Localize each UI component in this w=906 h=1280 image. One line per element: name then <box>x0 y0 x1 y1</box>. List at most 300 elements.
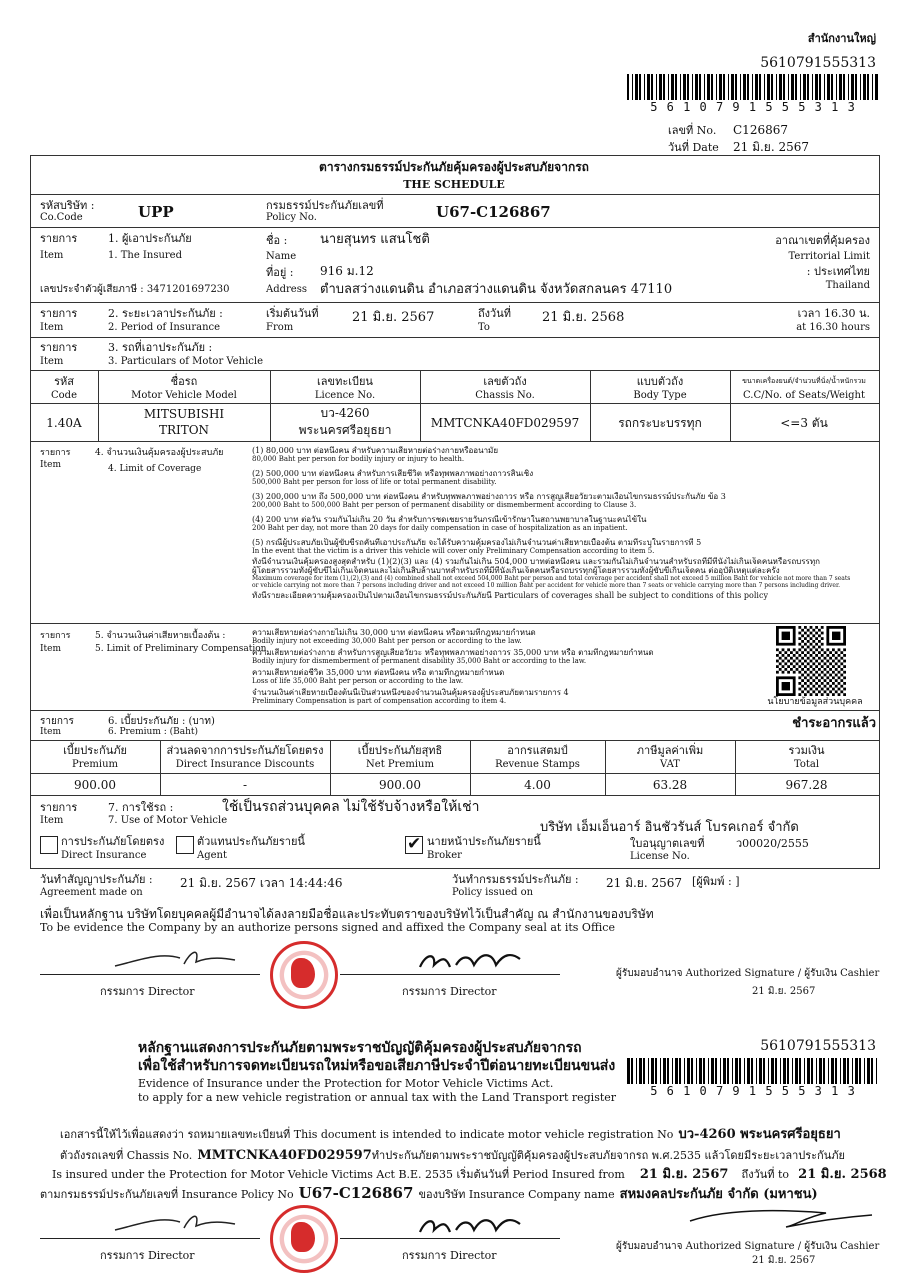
vh-capacity-th: ขนาดเครื่องยนต์/จำนวนที่นั่ง/น้ำหนักรวม <box>742 377 866 385</box>
evidence-line-4-text-b: ของบริษัท Insurance Company name <box>418 1188 615 1201</box>
address-label-th: ที่อยู่ : <box>266 266 294 279</box>
barcode-bar <box>775 1058 777 1084</box>
barcode-bar <box>872 74 873 100</box>
total-value: 967.28 <box>785 778 828 792</box>
barcode-bar <box>684 1058 685 1084</box>
policy-number-top: 5610791555313 <box>760 55 876 71</box>
vehicle-label-en: 3. Particulars of Motor Vehicle <box>108 356 263 367</box>
co-code-label-en: Co.Code <box>40 212 83 223</box>
schedule-title-th: ตารางกรมธรรม์ประกันภัยคุ้มครองผู้ประสบภัยจากรถ <box>319 160 589 174</box>
coverage-line: 200 Baht per day, not more than 20 days for daily compensation in case of hospitalization as an inpatient. <box>252 524 628 532</box>
barcode-bar <box>699 1058 702 1084</box>
territory-value-en: Thailand <box>825 280 870 291</box>
broker-company: บริษัท เอ็มเอ็นอาร์ อินชัวรันส์ โบรคเกอร์ จำกัด <box>540 820 799 835</box>
barcode-bar <box>659 74 662 100</box>
preliminary-line: Loss of life 35,000 Baht per person or according to the law. <box>252 677 464 685</box>
barcode-bar <box>799 1058 801 1084</box>
license-label-th: ใบอนุญาตเลขที่ <box>630 837 705 850</box>
barcode-bar <box>735 74 737 100</box>
period-to-label-en: To <box>478 322 490 333</box>
evidence-text-th: เพื่อเป็นหลักฐาน บริษัทโดยบุคคลผู้มีอำนาจได้ลงลายมือชื่อและประทับตราของบริษัทไว้เป็นสำคัญ ณ สำนักงานของบริษัท <box>40 907 654 921</box>
barcode-bar <box>636 1058 637 1084</box>
premium-value: 900.00 <box>74 778 116 792</box>
vh-licence-th: เลขทะเบียน <box>317 375 373 388</box>
barcode-bar <box>711 1058 714 1084</box>
period-label-th: 2. ระยะเวลาประกันภัย : <box>108 307 223 320</box>
ph-vat-th: ภาษีมูลค่าเพิ่ม <box>636 744 704 757</box>
premium-label-en: 6. Premium : (Baht) <box>108 727 199 737</box>
barcode-bar <box>755 74 758 100</box>
barcode-bar <box>675 1058 678 1084</box>
coverage-line: 80,000 Baht per person for bodily injury or injury to health. <box>252 455 465 463</box>
issued-label-en: Policy issued on <box>452 887 534 898</box>
barcode-bar <box>715 1058 717 1084</box>
evidence-line-3-text: Is insured under the Protection for Motor Vehicle Victims Act B.E. 2535 เริ่มต้นวันที่ Period Insured from <box>52 1168 625 1181</box>
barcode-bar <box>663 74 665 100</box>
head-office-label: สำนักงานใหญ่ <box>807 32 876 45</box>
evidence-to: 21 มิ.ย. 2568 <box>798 1167 887 1182</box>
barcode-bar <box>687 1058 690 1084</box>
barcode-bar <box>747 74 749 100</box>
qr-caption: นโยบายข้อมูลส่วนบุคคล <box>767 697 863 707</box>
license-label-en: License No. <box>630 851 690 862</box>
barcode-bar <box>719 74 722 100</box>
barcode-bar <box>795 1058 798 1084</box>
evidence-from: 21 มิ.ย. 2567 <box>639 1167 729 1182</box>
use-label-en: 7. Use of Motor Vehicle <box>108 815 228 826</box>
coverage-line: (1) 80,000 บาท ต่อหนึ่งคน สำหรับความเสียหายต่อร่างกายหรืออนามัย <box>252 446 499 455</box>
item-label-th: รายการ <box>40 232 78 245</box>
ph-premium-en: Premium <box>71 759 119 770</box>
barcode-bar <box>699 74 701 100</box>
barcode-bar <box>660 1058 661 1084</box>
ph-total-en: Total <box>793 759 820 770</box>
barcode-bar <box>792 1058 793 1084</box>
vehicle-licence-line-1: บว-4260 <box>320 406 370 420</box>
barcode-bar <box>771 1058 774 1084</box>
agreement-label-en: Agreement made on <box>40 887 143 898</box>
stamps-value: 4.00 <box>524 778 551 792</box>
barcode-bar <box>708 1058 709 1084</box>
vehicle-model-line-2: TRITON <box>158 423 210 437</box>
doc-no-value: C126867 <box>733 123 788 137</box>
premium-label-th: 6. เบี้ยประกันภัย : (บาท) <box>108 716 215 727</box>
coverage-line: ทั้งนี้จำนวนเงินคุ้มครองสูงสุดสำหรับ (1)(2)(3) และ (4) รวมกันไม่เกิน 504,000 บาทต่อหนึ่งคน และรวมกันไม่เกินจำนวนสำหรับรถที่มีที่นั่งไม่เกินเจ็ดคนหรือรถบรรทุก <box>252 557 820 566</box>
evidence-number: 5610791555313 <box>760 1038 876 1054</box>
item-label-th: รายการ <box>40 801 78 814</box>
barcode-bar <box>655 1058 657 1084</box>
barcode-bar <box>831 74 833 100</box>
doc-date-value: 21 มิ.ย. 2567 <box>733 140 810 154</box>
barcode-bar <box>768 1058 769 1084</box>
company-seal-icon <box>270 1205 338 1273</box>
ph-net-th: เบี้ยประกันภัยสุทธิ <box>357 744 443 757</box>
issued-value: 21 มิ.ย. 2567 <box>606 876 683 890</box>
barcode-bar <box>824 74 825 100</box>
coverage-label-en: 4. Limit of Coverage <box>108 464 202 474</box>
address-label-en: Address <box>266 284 307 295</box>
evidence-director-label-1: กรรมการ Director <box>100 1249 195 1262</box>
direct-insurance-checkbox[interactable] <box>40 836 58 854</box>
barcode-bar <box>668 74 669 100</box>
preliminary-line: ความเสียหายต่อชีวิต 35,000 บาท ต่อหนึ่งคน หรือ ตามที่กฎหมายกำหนด <box>252 668 505 677</box>
coverage-line: 500,000 Baht per person for loss of life or total permanent disability. <box>252 478 497 486</box>
tax-id: เลขประจำตัวผู้เสียภาษี : 3471201697230 <box>40 284 230 295</box>
evidence-title-en-2: to apply for a new vehicle registration or annual tax with the Land Transport register <box>138 1091 617 1104</box>
vh-capacity-en: C.C/No. of Seats/Weight <box>742 390 866 401</box>
barcode-bar <box>852 1058 853 1084</box>
barcode-bar <box>656 74 657 100</box>
barcode-bar <box>791 74 794 100</box>
broker-label-en: Broker <box>427 850 462 861</box>
agent-checkbox[interactable] <box>176 836 194 854</box>
item-label-th: รายการ <box>40 631 71 641</box>
item-label-en: Item <box>40 815 64 826</box>
ph-net-en: Net Premium <box>366 759 434 770</box>
barcode-bar <box>695 74 698 100</box>
item-label-th: รายการ <box>40 307 78 320</box>
barcode-bar <box>859 1058 861 1084</box>
barcode-bar <box>767 74 770 100</box>
vh-model-en: Motor Vehicle Model <box>131 390 237 401</box>
barcode-bar <box>635 74 638 100</box>
barcode-digits-bottom: 5 6 1 0 7 9 1 5 5 5 3 1 3 <box>650 1084 856 1098</box>
vehicle-label-th: 3. รถที่เอาประกันภัย : <box>108 341 213 354</box>
vehicle-licence-line-2: พระนครศรีอยุธยา <box>298 423 392 437</box>
preliminary-label-en: 5. Limit of Preliminary Compensation <box>95 644 267 654</box>
director-signature-4 <box>416 1208 526 1240</box>
barcode-bar <box>759 1058 762 1084</box>
barcode-bar <box>807 1058 810 1084</box>
coverage-label-th: 4. จำนวนเงินคุ้มครองผู้ประสบภัย <box>95 448 224 458</box>
item-label-th: รายการ <box>40 341 78 354</box>
insured-name: นายสุนทร แสนโชติ <box>320 232 430 247</box>
barcode-bar <box>800 74 801 100</box>
ph-vat-en: VAT <box>660 759 680 770</box>
authorized-date: 21 มิ.ย. 2567 <box>752 986 816 997</box>
barcode-bar <box>804 1058 805 1084</box>
evidence-line-3 <box>52 1163 887 1182</box>
address-line-1: 916 ม.12 <box>320 264 374 278</box>
period-from-value: 21 มิ.ย. 2567 <box>352 310 435 325</box>
barcode-bar <box>851 74 854 100</box>
discount-value: - <box>242 778 248 792</box>
broker-checkbox[interactable] <box>405 836 423 854</box>
barcode-bar <box>740 74 741 100</box>
barcode-bar <box>759 74 761 100</box>
address-line-2: ตำบลสว่างแดนดิน อำเภอสว่างแดนดิน จังหวัดสกลนคร 47110 <box>320 282 673 297</box>
coverage-text <box>252 446 874 600</box>
barcode-bar <box>751 1058 753 1084</box>
barcode-bar <box>631 1058 633 1084</box>
barcode-bar <box>752 74 753 100</box>
item-label-en: Item <box>40 322 64 333</box>
barcode-bar <box>747 1058 750 1084</box>
schedule-title-en: THE SCHEDULE <box>403 178 505 191</box>
vh-chassis-en: Chassis No. <box>475 390 535 401</box>
barcode-bar <box>663 1058 666 1084</box>
vh-model-th: ชื่อรถ <box>170 375 198 388</box>
coverage-line: (3) 200,000 บาท ถึง 500,000 บาท ต่อหนึ่งคน สำหรับทุพพลภาพอย่างถาวร หรือ การสูญเสียอวัยวะตามเงื่อนไขกรมธรรม์ประกันภัย ข้อ 3 <box>252 492 726 501</box>
vh-body-th: แบบตัวถัง <box>636 375 684 388</box>
period-from-label-en: From <box>266 322 294 333</box>
coverage-line: In the event that the victim is a driver this vehicle will cover only Preliminary Compensation according to item 5. <box>252 547 655 555</box>
barcode-bar <box>643 1058 645 1084</box>
director-label-1: กรรมการ Director <box>100 985 195 998</box>
barcode-bar <box>843 1058 846 1084</box>
barcode-bar <box>780 1058 781 1084</box>
barcode-bar <box>739 1058 741 1084</box>
ph-premium-th: เบี้ยประกันภัย <box>63 744 127 757</box>
barcode-bar <box>704 74 705 100</box>
printer-label: [ผู้พิมพ์ : ] <box>692 875 740 888</box>
vehicle-model-line-1: MITSUBISHI <box>143 407 225 421</box>
barcode-bar <box>735 1058 738 1084</box>
policy-number: U67-C126867 <box>436 203 551 221</box>
barcode-bar <box>696 1058 697 1084</box>
evidence-registration: บว-4260 พระนครศรีอยุธยา <box>678 1127 841 1142</box>
director-signature-3 <box>110 1208 240 1238</box>
barcode-bar <box>627 1058 630 1084</box>
barcode-bar <box>860 74 861 100</box>
direct-insurance-label-en: Direct Insurance <box>61 850 147 861</box>
coverage-line: ผู้โดยสารรวมทั้งผู้ขับขี่ไม่เกินเจ็ดคนและไม่เกินสิบล้านบาทสำหรับรถที่มีที่นั่งเกินเจ็ดคนหรือรถบรรทุกผู้โดยสารรวมทั้งผู้ขับขี่เกินเจ็ดคน ต่ออุบัติเหตุแต่ละครั้ง <box>252 566 780 575</box>
evidence-authorized-label: ผู้รับมอบอำนาจ Authorized Signature / ผู้รับเงิน Cashier <box>616 1241 880 1252</box>
qr-code-icon[interactable] <box>776 626 846 696</box>
barcode-bar <box>823 1058 825 1084</box>
barcode-bar <box>828 1058 829 1084</box>
issued-label-th: วันทำกรมธรรม์ประกันภัย : <box>452 873 579 886</box>
evidence-text-en: To be evidence the Company by an authorize persons signed and affixed the Company seal at its Office <box>40 921 615 934</box>
preliminary-line: จำนวนเงินค่าเสียหายเบื้องต้นนี้เป็นส่วนหนึ่งของจำนวนเงินคุ้มครองผู้ประสบภัยตามรายการ 4 <box>252 688 569 697</box>
barcode-bar <box>788 74 789 100</box>
barcode-bar <box>839 74 842 100</box>
evidence-authorized-date: 21 มิ.ย. 2567 <box>752 1255 816 1266</box>
vehicle-chassis: MMTCNKA40FD029597 <box>430 416 580 430</box>
ph-discount-en: Direct Insurance Discounts <box>175 759 315 770</box>
barcode-bar <box>831 1058 834 1084</box>
barcode-bar <box>827 74 830 100</box>
vh-chassis-th: เลขตัวถัง <box>483 375 527 388</box>
barcode-bar <box>644 74 645 100</box>
barcode-bar <box>787 1058 789 1084</box>
coverage-line: or vehicle carrying not more than 7 persons including driver and not exceed 10 million Baht per accident for vehicle more than 7 seats or vehicle carrying more than 7 persons including driver. <box>252 582 841 589</box>
barcode-bar <box>632 74 633 100</box>
barcode-bar <box>840 1058 841 1084</box>
insured-label-th: 1. ผู้เอาประกันภัย <box>108 232 192 245</box>
barcode-bar <box>779 74 782 100</box>
agent-label-th: ตัวแทนประกันภัยรายนี้ <box>197 835 305 848</box>
evidence-company: สหมงคลประกันภัย จำกัด (มหาชน) <box>619 1187 818 1202</box>
barcode-bar <box>836 74 837 100</box>
item-label-en: Item <box>40 460 62 470</box>
barcode-bar <box>864 1058 865 1084</box>
barcode-bar <box>756 1058 757 1084</box>
preliminary-line: Bodily injury not exceeding 30,000 Baht per person or according to the law. <box>252 637 522 645</box>
vat-value: 63.28 <box>652 778 688 792</box>
barcode-bar <box>876 1058 877 1084</box>
preliminary-line: ความเสียหายต่อร่างกาย สำหรับการสูญเสียอวัยวะ หรือทุพพลภาพอย่างถาวร 35,000 บาท หรือ ตามที่กฎหมายกำหนด <box>252 648 654 657</box>
barcode-bar <box>627 74 629 100</box>
ph-stamps-en: Revenue Stamps <box>495 759 580 770</box>
barcode-bar <box>647 74 650 100</box>
barcode-bar <box>783 74 785 100</box>
barcode-bar <box>783 1058 786 1084</box>
coverage-line: (5) กรณีผู้ประสบภัยเป็นผู้ขับขี่รถคันที่เอาประกันภัย จะได้รับความคุ้มครองไม่เกินจำนวนค่าเสียหายเบื้องต้น ตามที่ระบุในรายการที่ 5 <box>252 538 702 547</box>
preliminary-text <box>252 628 752 705</box>
barcode-bar <box>771 74 773 100</box>
item-label-en: Item <box>40 250 64 261</box>
barcode-bar <box>723 74 725 100</box>
barcode-bar <box>835 1058 837 1084</box>
co-code-label-th: รหัสบริษัท : <box>40 199 95 212</box>
barcode-bar <box>651 74 653 100</box>
barcode-bar <box>732 1058 733 1084</box>
vh-code-th: รหัส <box>54 375 74 388</box>
barcode-bar <box>848 74 849 100</box>
period-from-label-th: เริ่มต้นวันที่ <box>266 307 319 320</box>
barcode-bar <box>863 74 866 100</box>
barcode-bar <box>795 74 797 100</box>
coverage-line: 200,000 Baht to 500,000 Baht per person of permanent disability or dismemberment according to Clause 3. <box>252 501 637 509</box>
evidence-line-2-text: ตัวถังรถเลขที่ Chassis No. <box>60 1149 193 1162</box>
barcode-bar <box>672 1058 673 1084</box>
vehicle-capacity: <=3 ตัน <box>780 416 828 430</box>
license-number: ว00020/2555 <box>736 837 809 850</box>
agent-label-en: Agent <box>197 850 227 861</box>
doc-no-label: เลขที่ No. <box>668 124 717 137</box>
barcode-bar <box>667 1058 669 1084</box>
barcode-bar <box>639 74 641 100</box>
period-label-en: 2. Period of Insurance <box>108 322 221 333</box>
period-to-label-th: ถึงวันที่ <box>478 307 511 320</box>
barcode-bar <box>671 74 674 100</box>
barcode-top <box>625 74 881 100</box>
vh-code-en: Code <box>51 390 77 401</box>
barcode-bar <box>819 1058 822 1084</box>
period-to-value: 21 มิ.ย. 2568 <box>542 310 625 325</box>
barcode-bar <box>731 74 734 100</box>
barcode-bar <box>680 74 681 100</box>
barcode-bar <box>683 74 686 100</box>
barcode-bar <box>651 1058 654 1084</box>
evidence-title-th-1: หลักฐานแสดงการประกันภัยตามพระราชบัญญัติคุ้มครองผู้ประสบภัยจากรถ <box>138 1040 582 1056</box>
barcode-bar <box>744 1058 745 1084</box>
director-label-2: กรรมการ Director <box>402 985 497 998</box>
barcode-bar <box>679 1058 681 1084</box>
evidence-chassis: MMTCNKA40FD029597 <box>197 1148 372 1163</box>
stamp-paid: ชำระอากรแล้ว <box>792 716 876 731</box>
broker-label-th: นายหน้าประกันภัยรายนี้ <box>427 835 541 848</box>
barcode-bar <box>811 1058 813 1084</box>
ph-discount-th: ส่วนลดจากการประกันภัยโดยตรง <box>166 744 324 757</box>
director-signature-1 <box>110 944 240 974</box>
doc-date-label: วันที่ Date <box>668 141 719 154</box>
ph-total-th: รวมเงิน <box>788 744 825 757</box>
preliminary-line: Preliminary Compensation is part of compensation according to item 4. <box>252 697 507 705</box>
coverage-line: Maximum coverage for item (1),(2),(3) and (4) combined shall not exceed 504,000 Baht per person and total coverage per accident shall not exceed 5 million Baht for vehicle not more than 7 seats <box>252 575 851 582</box>
check-icon: ✔ <box>407 834 422 854</box>
co-code-value: UPP <box>138 203 174 221</box>
period-time-th: เวลา 16.30 น. <box>797 307 870 320</box>
barcode-bar <box>816 1058 817 1084</box>
item-label-en: Item <box>40 356 64 367</box>
barcode-bar <box>728 74 729 100</box>
barcode-bar <box>803 74 806 100</box>
item-label-th: รายการ <box>40 448 71 458</box>
barcode-bar <box>639 1058 642 1084</box>
agreement-value: 21 มิ.ย. 2567 เวลา 14:44:46 <box>180 876 343 890</box>
barcode-bar <box>711 74 713 100</box>
barcode-bar <box>687 74 689 100</box>
evidence-line-2 <box>60 1144 845 1163</box>
use-label-th: 7. การใช้รถ : <box>108 801 174 814</box>
evidence-line-4 <box>40 1183 818 1202</box>
coverage-line: (4) 200 บาท ต่อวัน รวมกันไม่เกิน 20 วัน สำหรับการชดเชยรายวันกรณีเข้ารักษาในสถานพยาบาลในฐานะคนไข้ใน <box>252 515 647 524</box>
barcode-bar <box>703 1058 705 1084</box>
territory-label-en: Territorial Limit <box>788 251 870 262</box>
barcode-bar <box>675 74 677 100</box>
ph-stamps-th: อากรแสตมป์ <box>507 744 568 757</box>
coverage-line: ทั้งนี้รายละเอียดความคุ้มครองเป็นไปตามเงื่อนไขกรมธรรม์ประกันภัยนี้ Particulars of coverages shall be subject to conditions of this policy <box>252 591 768 600</box>
company-seal-icon <box>270 941 338 1009</box>
item-label-th: รายการ <box>40 716 74 727</box>
direct-insurance-label-th: การประกันภัยโดยตรง <box>61 835 165 848</box>
evidence-policy: U67-C126867 <box>298 1184 414 1202</box>
vehicle-body-type: รถกระบะบรรทุก <box>618 416 702 430</box>
barcode-bar <box>692 74 693 100</box>
preliminary-label-th: 5. จำนวนเงินค่าเสียหายเบื้องต้น : <box>95 631 226 641</box>
evidence-line-1 <box>60 1123 841 1142</box>
barcode-bar <box>867 74 869 100</box>
barcode-bar <box>819 74 821 100</box>
barcode-bar <box>875 74 878 100</box>
evidence-line-1-text: เอกสารนี้ให้ไว้เพื่อแสดงว่า รถหมายเลขทะเบียนที่ This document is intended to indicate motor vehicle registration No <box>60 1128 674 1141</box>
barcode-bar <box>855 74 857 100</box>
barcode-bar <box>743 74 746 100</box>
barcode-bar <box>764 74 765 100</box>
barcode-bar <box>855 1058 858 1084</box>
barcode-bar <box>763 1058 765 1084</box>
vehicle-code: 1.40A <box>46 416 82 430</box>
net-premium-value: 900.00 <box>379 778 421 792</box>
evidence-title-th-2: เพื่อใช้สำหรับการจดทะเบียนรถใหม่หรือขอเสียภาษีประจำปีต่อนายทะเบียนขนส่ง <box>138 1058 616 1074</box>
policy-label-en: Policy No. <box>266 212 317 223</box>
barcode-bar <box>807 74 809 100</box>
barcode-bottom <box>625 1058 881 1084</box>
evidence-to-label: ถึงวันที่ to <box>741 1168 790 1181</box>
barcode-bar <box>871 1058 873 1084</box>
territory-value-th: : ประเทศไทย <box>806 265 870 278</box>
preliminary-line: Bodily injury for dismemberment of permanent disability 35,000 Baht or according to the law. <box>252 657 587 665</box>
name-label-en: Name <box>266 251 297 262</box>
use-value: ใช้เป็นรถส่วนบุคคล ไม่ใช้รับจ้างหรือให้เช่า <box>222 799 480 815</box>
director-signature-2 <box>416 943 526 975</box>
insured-label-en: 1. The Insured <box>108 250 182 261</box>
preliminary-line: ความเสียหายต่อร่างกายไม่เกิน 30,000 บาท ต่อหนึ่งคน หรือตามที่กฎหมายกำหนด <box>252 628 536 637</box>
evidence-title-en-1: Evidence of Insurance under the Protection for Motor Vehicle Victims Act. <box>138 1077 554 1090</box>
authorized-label: ผู้รับมอบอำนาจ Authorized Signature / ผู้รับเงิน Cashier <box>616 968 880 979</box>
evidence-line-2-text-b: ทำประกันภัยตามพระราชบัญญัติคุ้มครองผู้ประสบภัยจากรถ พ.ศ.2535 แล้วโดยมีระยะเวลาประกันภัย <box>371 1149 845 1162</box>
name-label-th: ชื่อ : <box>266 234 288 247</box>
barcode-bar <box>867 1058 870 1084</box>
vh-body-en: Body Type <box>633 390 687 401</box>
barcode-bar <box>691 1058 693 1084</box>
barcode-bar <box>776 74 777 100</box>
policy-label-th: กรมธรรม์ประกันภัยเลขที่ <box>266 199 384 212</box>
barcode-bar <box>815 74 818 100</box>
territory-label-th: อาณาเขตที่คุ้มครอง <box>775 234 870 247</box>
